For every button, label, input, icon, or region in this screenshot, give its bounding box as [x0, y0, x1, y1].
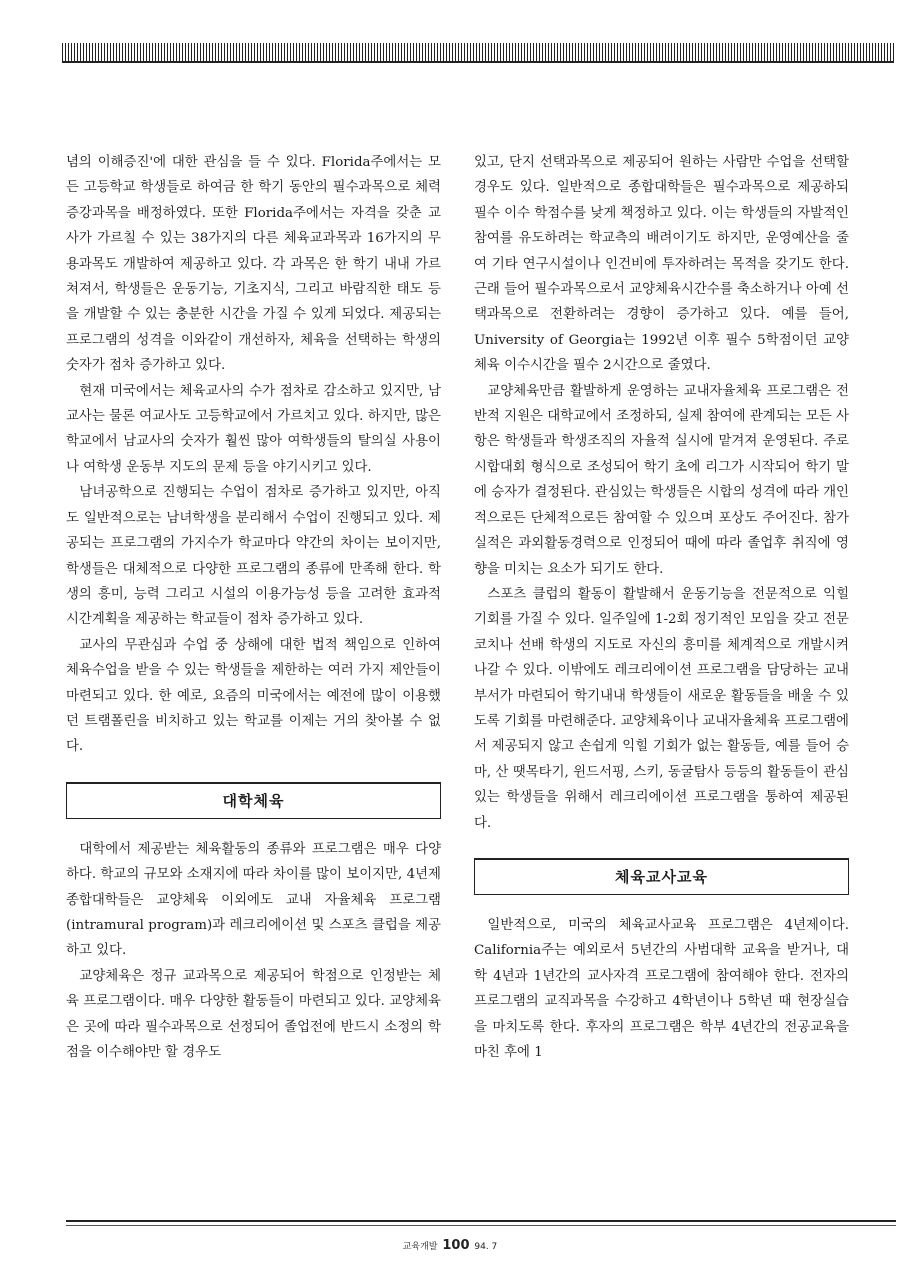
paragraph: 있고, 단지 선택과목으로 제공되어 원하는 사람만 수업을 선택할 경우도 있다. 일반적으로 종합대학들은 필수과목으로 제공하되 필수 이수 학점수를 낮게 책정하고 있다. 이는 학생들의 자발적인 참여를 유도하려는 학교측의 배려이기도 하지만, 운영예산을 줄여 기타 연구시설이나 인건비에 투자하려는 목적을 갖기도 한다. 근래 들어 필수과목으로서 교양체육시간수를 축소하거나 아예 선택과목으로 전환하려는 경향이 증가하고 있다. 예를 들어, University of Georgia는 1992년 이후 필수 5학점이던 교양체육 이수시간을 필수 2시간으로 줄였다. [474, 155, 849, 374]
left-column [66, 150, 441, 1065]
paragraph: 일반적으로, 미국의 체육교사교육 프로그램은 4년제이다. California주는 예외로서 5년간의 사범대학 교육을 받거나, 대학 4년과 1년간의 교사자격 프로그램에 참여해야 한다. 전자의 프로그램의 교직과목을 수강하고 4학년이나 5학년 때 현장실습을 마치도록 한다. 후자의 프로그램은 학부 4년간의 전공교육을 마친 후에 1 [474, 917, 849, 1060]
paragraph: 념의 이해증진'에 대한 관심을 들 수 있다. Florida주에서는 모든 고등학교 학생들로 하여금 한 학기 동안의 필수과목으로 체력증강과목을 배정하였다. 또한 Florida주에서는 자격을 갖춘 교사가 가르칠 수 있는 38가지의 다른 체육교과목과 16가지의 무용과목도 개발하여 제공하고 있다. 각 과목은 한 학기 내내 가르쳐져서, 학생들은 운동기능, 기초지식, 그리고 바람직한 태도 등을 개발할 수 있는 충분한 시간을 가질 수 있게 되었다. 제공되는 프로그램의 성격을 이와같이 개선하자, 체육을 선택하는 학생의 숫자가 점차 증가하고 있다. [66, 155, 441, 374]
paragraph: 교사의 무관심과 수업 중 상해에 대한 법적 책임으로 인하여 체육수업을 받을 수 있는 학생들을 제한하는 여러 가지 제안들이 마련되고 있다. 한 예로, 요즘의 미국에서는 예전에 많이 이용했던 트램폴린을 비치하고 있는 학교를 이제는 거의 찾아볼 수 없다. [66, 637, 441, 755]
footer-rule [66, 1220, 896, 1222]
section-heading-pe-teacher-education: 체육교사교육 [474, 858, 849, 895]
journal-name: 교육개발 [402, 1242, 438, 1252]
paragraph: 교양체육은 정규 교과목으로 제공되어 학점으로 인정받는 체육 프로그램이다. 매우 다양한 활동들이 마련되고 있다. 교양체육은 곳에 따라 필수과목으로 선정되어 졸업전에 반드시 소정의 학점을 이수해야만 할 경우도 [66, 968, 441, 1060]
page-footer [0, 1238, 900, 1253]
paragraph: 남녀공학으로 진행되는 수업이 점차로 증가하고 있지만, 아직도 일반적으로는 남녀학생을 분리해서 수업이 진행되고 있다. 제공되는 프로그램의 가지수가 학교마다 약간의 차이는 보이지만, 학생들은 대체적으로 다양한 프로그램의 종류에 만족해 한다. 학생의 흥미, 능력 그리고 시설의 이용가능성 등을 고려한 효과적 시간계획을 제공하는 학교들이 점차 증가하고 있다. [66, 485, 441, 628]
paragraph: 대학에서 제공받는 체육활동의 종류와 프로그램은 매우 다양하다. 학교의 규모와 소재지에 따라 차이를 많이 보이지만, 4년제 종합대학들은 교양체육 이외에도 교내 자율체육 프로그램 (intramural program)과 레크리에이션 및 스포츠 클럽을 제공하고 있다. [66, 841, 441, 959]
header-decorative-band [62, 43, 894, 63]
spacer [66, 819, 441, 837]
paragraph: 교양체육만큼 활발하게 운영하는 교내자율체육 프로그램은 전반적 지원은 대학교에서 조정하되, 실제 참여에 관계되는 모든 사항은 학생들과 학생조직의 자율적 실시에 맡겨져 운영된다. 주로 시합대회 형식으로 조성되어 학기 초에 리그가 시작되어 학기 말에 승자가 결정된다. 관심있는 학생들은 시합의 성격에 따라 개인적으로든 단체적으로든 참여할 수 있으며 포상도 주어진다. 참가실적은 과외활동경력으로 인정되어 때에 따라 졸업후 취직에 영향을 미치는 요소가 되기도 한다. [474, 383, 849, 577]
paragraph: 현재 미국에서는 체육교사의 수가 점차로 감소하고 있지만, 남교사는 물론 여교사도 고등학교에서 가르치고 있다. 하지만, 많은 학교에서 남교사의 숫자가 훨씬 많아 여학생들의 탈의실 사용이나 여학생 운동부 지도의 문제 등을 야기시키고 있다. [66, 383, 441, 475]
spacer [474, 836, 849, 858]
right-column [474, 150, 849, 1065]
footer-rule-thin [66, 1225, 896, 1226]
paragraph: 스포츠 클럽의 활동이 활발해서 운동기능을 전문적으로 익힐 기회를 가질 수 있다. 일주일에 1-2회 정기적인 모임을 갖고 전문 코치나 선배 학생의 지도로 자신의 흥미를 체계적으로 개발시켜 나갈 수 있다. 이밖에도 레크리에이션 프로그램을 담당하는 교내 부서가 마련되어 학기내내 학생들이 새로운 활동들을 배울 수 있도록 기회를 마련해준다. 교양체육이나 교내자율체육 프로그램에서 제공되지 않고 손쉽게 익힐 기회가 없는 활동들, 예를 들어 승마, 산 땟목타기, 윈드서핑, 스키, 동굴탐사 등등의 활동들이 관심있는 학생들을 위해서 레크리에이션 프로그램을 통하여 제공된다. [474, 586, 849, 831]
spacer [66, 760, 441, 782]
spacer [474, 895, 849, 913]
section-heading-university-pe: 대학체육 [66, 782, 441, 819]
page-number: 100 [442, 1238, 470, 1253]
issue-date: 94. 7 [474, 1242, 498, 1252]
